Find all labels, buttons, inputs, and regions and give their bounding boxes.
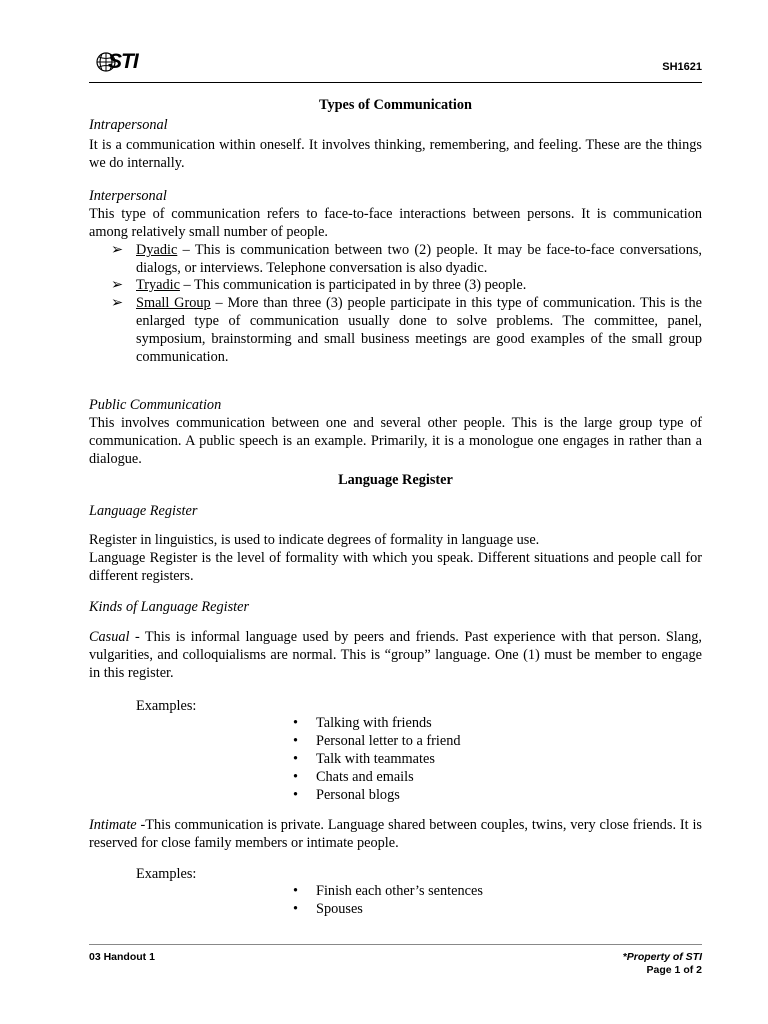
term-dyadic: Dyadic	[136, 242, 178, 258]
casual-body: - This is informal language used by peers and friends. Past experience with that person. Slang, vulgarities, and colloquialisms are normal. This is “group” language. One (1) must be member to engage in this register.	[89, 629, 702, 681]
footer-left: 03 Handout 1	[89, 951, 155, 963]
list-item: • Spouses	[293, 901, 363, 917]
section-title-types: Types of Communication	[318, 97, 473, 113]
bullet-icon: •	[293, 787, 299, 803]
examples-label-casual: Examples:	[136, 698, 197, 714]
bullet-icon: •	[293, 751, 299, 767]
bullet-icon: •	[293, 883, 299, 899]
list-item-small-group	[111, 294, 702, 366]
list-item-dyadic	[111, 241, 702, 277]
intrapersonal-body: It is a communication within oneself. It involves thinking, remembering, and feeling. These are the things we do internally.	[89, 137, 702, 171]
register-heading: Language Register	[89, 503, 198, 519]
list-item: • Personal letter to a friend	[293, 733, 461, 749]
bullet-icon: •	[293, 901, 299, 917]
list-item: • Personal blogs	[293, 787, 400, 803]
arrow-bullet-icon: ➢	[111, 242, 123, 258]
public-body: This involves communication between one and several other people. This is the large group type of communication. A public speech is an example. Primarily, it is a monologue one engages in rather than a dialogue.	[89, 415, 702, 467]
interpersonal-heading: Interpersonal	[89, 188, 167, 204]
sti-logo	[95, 49, 155, 75]
tryadic-text: – This communication is participated in by three (3) people.	[179, 277, 527, 293]
footer-property: *Property of STI	[622, 951, 702, 963]
footer-page-number: Page 1 of 2	[646, 964, 702, 976]
list-item-tryadic	[111, 276, 702, 294]
header-rule	[89, 82, 702, 83]
logo-text: STI	[108, 50, 138, 73]
list-item: • Chats and emails	[293, 769, 414, 785]
register-body-1: Register in linguistics, is used to indicate degrees of formality in language use.	[89, 532, 540, 548]
list-item: • Talk with teammates	[293, 751, 435, 767]
term-tryadic: Tryadic	[136, 277, 180, 293]
bullet-icon: •	[293, 715, 299, 731]
intrapersonal-heading: Intrapersonal	[89, 117, 168, 133]
section-title-register: Language Register	[338, 472, 453, 488]
footer-rule	[89, 944, 702, 945]
arrow-bullet-icon: ➢	[111, 295, 123, 311]
kinds-heading: Kinds of Language Register	[89, 599, 250, 615]
bullet-icon: •	[293, 733, 299, 749]
document-code: SH1621	[662, 61, 702, 73]
dyadic-text: – This is communication between two (2) people. It may be face-to-face conversations, dialogs, or interviews. Telephone conversation is also dyadic.	[136, 242, 702, 276]
intimate-body: -This communication is private. Language shared between couples, twins, very close friends. It is reserved for close family members or intimate people.	[89, 817, 702, 851]
bullet-icon: •	[293, 769, 299, 785]
list-item: • Talking with friends	[293, 715, 432, 731]
arrow-bullet-icon: ➢	[111, 277, 123, 293]
register-body-2: Language Register is the level of formality with which you speak. Different situations and people call for different registers.	[89, 550, 702, 584]
intimate-paragraph	[89, 816, 702, 852]
small-group-text: – More than three (3) people participate in this type of communication. This is the enlarged type of communication usually done to solve problems. The committee, panel, symposium, brainstorming and small business meetings are good examples of the small group communication.	[136, 295, 703, 365]
intimate-term: Intimate	[89, 817, 137, 833]
interpersonal-body: This type of communication refers to face-to-face interactions between persons. It is communication among relatively small number of people.	[89, 206, 702, 240]
list-item: • Finish each other’s sentences	[293, 883, 483, 899]
term-small-group: Small Group	[136, 295, 211, 311]
examples-label-intimate: Examples:	[136, 866, 197, 882]
public-heading: Public Communication	[89, 397, 222, 413]
casual-paragraph	[89, 628, 702, 682]
casual-term: Casual	[89, 629, 130, 645]
